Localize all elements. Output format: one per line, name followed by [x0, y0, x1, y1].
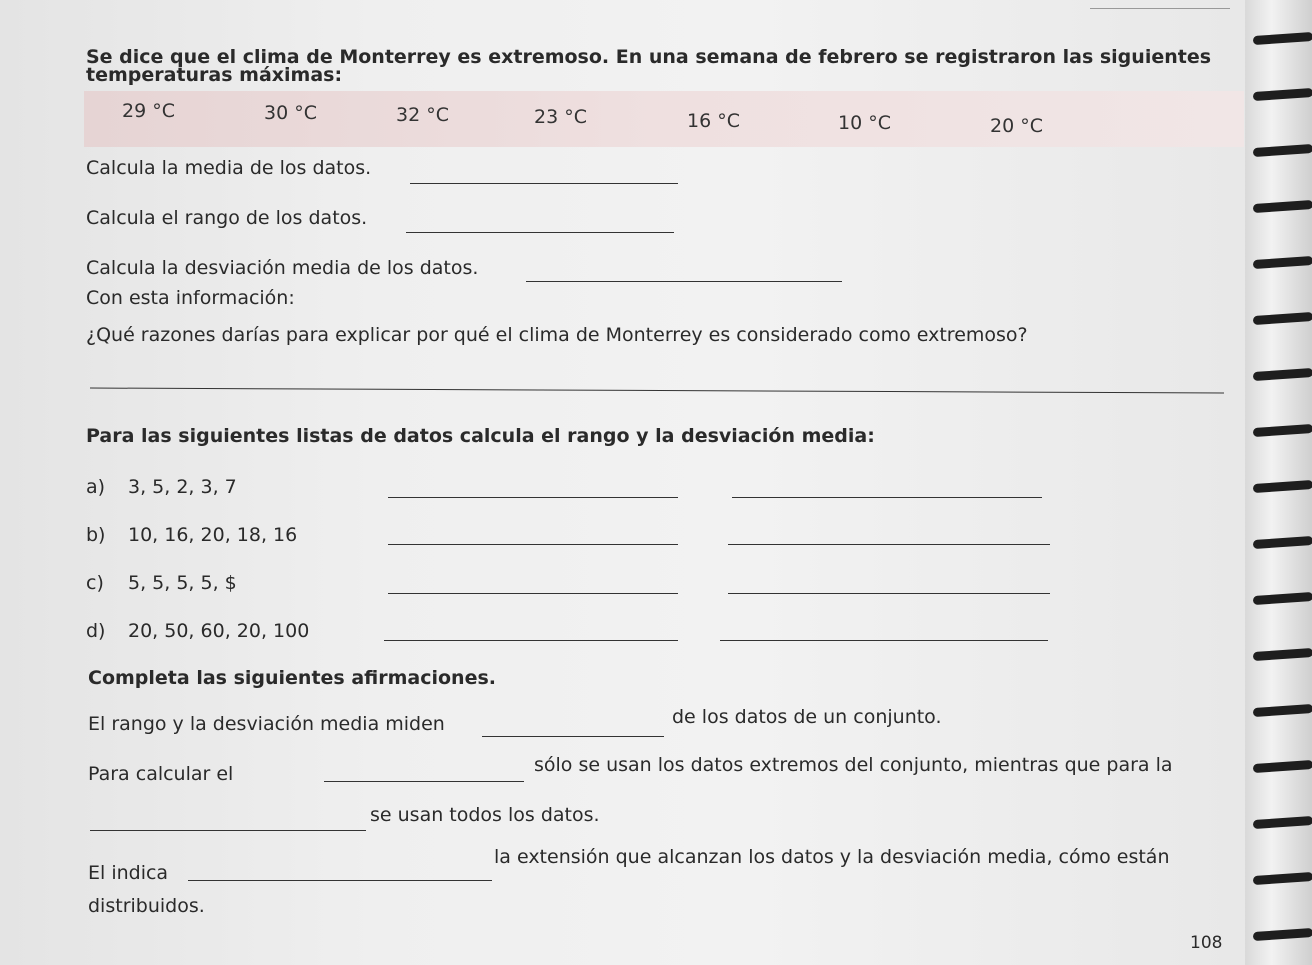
question-mean: Calcula la media de los datos.: [86, 157, 372, 179]
spiral-loop: [1253, 536, 1312, 549]
spiral-loop: [1253, 760, 1312, 773]
statement-1-start: El rango y la desviación media miden: [88, 713, 445, 735]
statement-3-blank[interactable]: [90, 830, 366, 831]
statement-2-blank[interactable]: [324, 781, 524, 782]
spiral-loop: [1253, 872, 1312, 885]
spiral-loop: [1253, 88, 1312, 101]
top-rule: [1090, 8, 1230, 9]
temperature-3: 32 °C: [396, 104, 449, 126]
statement-1-blank[interactable]: [482, 736, 664, 737]
question-range: Calcula el rango de los datos.: [86, 207, 368, 229]
spiral-loop: [1253, 704, 1312, 717]
spiral-binding: [1245, 0, 1312, 965]
list-a-range-blank[interactable]: [388, 497, 678, 498]
temperature-band: [84, 91, 1244, 147]
list-d-letter: d): [86, 620, 106, 642]
intro-line-1: Se dice que el clima de Monterrey es extremoso. En una semana de febrero se registraron las siguientes: [86, 46, 1212, 68]
list-c-letter: c): [86, 572, 104, 594]
statement-3-end: se usan todos los datos.: [370, 804, 600, 826]
list-c-range-blank[interactable]: [388, 593, 678, 594]
spiral-loop: [1253, 312, 1312, 325]
spiral-loop: [1253, 928, 1312, 941]
spiral-loop: [1253, 480, 1312, 493]
temperature-2: 30 °C: [264, 102, 317, 124]
list-c-deviation-blank[interactable]: [728, 593, 1050, 594]
temperature-5: 16 °C: [687, 110, 740, 132]
list-a-values: 3, 5, 2, 3, 7: [128, 476, 237, 498]
spiral-loop: [1253, 816, 1312, 829]
list-d-deviation-blank[interactable]: [720, 640, 1048, 641]
statement-4-start: El indica: [88, 862, 169, 884]
spiral-loop: [1253, 200, 1312, 213]
answer-blank-why[interactable]: [90, 388, 1224, 394]
spiral-loop: [1253, 368, 1312, 381]
statement-5: distribuidos.: [88, 895, 205, 917]
list-d-values: 20, 50, 60, 20, 100: [128, 620, 310, 642]
spiral-loop: [1253, 648, 1312, 661]
complete-heading: Completa las siguientes afirmaciones.: [88, 667, 496, 689]
spiral-loop: [1253, 592, 1312, 605]
question-deviation: Calcula la desviación media de los datos.: [86, 257, 479, 279]
temperature-4: 23 °C: [534, 106, 587, 128]
spiral-loop: [1253, 144, 1312, 157]
statement-2-start: Para calcular el: [88, 763, 234, 785]
answer-blank-mean[interactable]: [410, 183, 678, 184]
list-d-range-blank[interactable]: [384, 640, 678, 641]
spiral-loop: [1253, 256, 1312, 269]
intro-line-2: temperaturas máximas:: [86, 64, 343, 86]
lists-heading: Para las siguientes listas de datos calcula el rango y la desviación media:: [86, 425, 875, 447]
statement-4-blank[interactable]: [188, 880, 492, 881]
answer-blank-range[interactable]: [406, 232, 674, 233]
answer-blank-deviation[interactable]: [526, 281, 842, 282]
question-why: ¿Qué razones darías para explicar por qué el clima de Monterrey es considerado como extremoso?: [86, 324, 1028, 346]
spiral-loop: [1253, 32, 1312, 45]
statement-1-end: de los datos de un conjunto.: [672, 706, 942, 728]
list-b-letter: b): [86, 524, 106, 546]
list-b-values: 10, 16, 20, 18, 16: [128, 524, 298, 546]
temperature-1: 29 °C: [122, 100, 175, 122]
list-a-letter: a): [86, 476, 106, 498]
page-number: 108: [1190, 933, 1223, 953]
with-info-label: Con esta información:: [86, 287, 295, 309]
statement-4-end: la extensión que alcanzan los datos y la desviación media, cómo están: [494, 846, 1170, 868]
list-b-deviation-blank[interactable]: [728, 544, 1050, 545]
temperature-6: 10 °C: [838, 112, 891, 134]
statement-2-end: sólo se usan los datos extremos del conjunto, mientras que para la: [534, 754, 1173, 776]
temperature-7: 20 °C: [990, 115, 1043, 137]
spiral-loop: [1253, 424, 1312, 437]
list-a-deviation-blank[interactable]: [732, 497, 1042, 498]
list-c-values: 5, 5, 5, 5, $: [128, 572, 237, 594]
list-b-range-blank[interactable]: [388, 544, 678, 545]
